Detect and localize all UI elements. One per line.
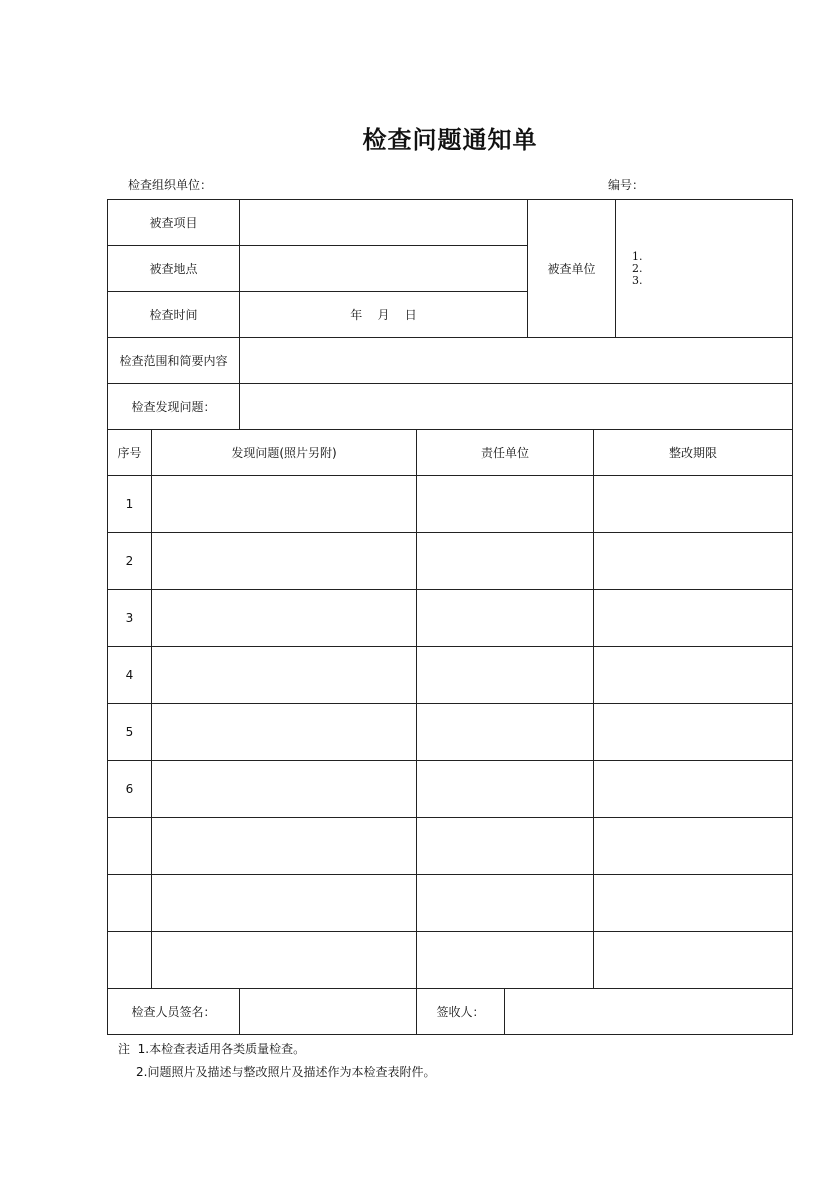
responsible-cell[interactable] [416,874,594,932]
problem-cell[interactable] [151,532,417,590]
time-field[interactable]: 年 月 日 [239,291,528,338]
unit-list[interactable] [615,199,793,338]
problem-cell[interactable] [151,589,417,647]
deadline-cell[interactable] [593,589,793,647]
org-label: 检查组织单位： [128,178,213,192]
row-index: 1 [107,475,152,533]
row-index: 2 [107,532,152,590]
page-title: 检查问题通知单 [362,126,538,154]
project-label: 被查项目 [107,199,240,246]
note-2: 2.问题照片及描述与整改照片及描述作为本检查表附件。 [136,1065,436,1079]
deadline-cell[interactable] [593,475,793,533]
responsible-cell[interactable] [416,532,594,590]
deadline-cell[interactable] [593,760,793,818]
row-index [107,931,152,989]
inspector-label: 检查人员签名： [107,988,240,1035]
header-deadline: 整改期限 [593,429,793,476]
deadline-cell[interactable] [593,703,793,761]
inspector-field[interactable] [239,988,417,1035]
header-problem: 发现问题(照片另附) [151,429,417,476]
deadline-cell[interactable] [593,931,793,989]
header-index: 序号 [107,429,152,476]
unit-item: 2. [632,261,643,275]
unit-item: 1. [632,249,643,263]
location-field[interactable] [239,245,528,292]
number-label: 编号： [608,178,645,192]
row-index [107,874,152,932]
row-index: 5 [107,703,152,761]
scope-field[interactable] [239,337,793,384]
row-index: 6 [107,760,152,818]
header-responsible: 责任单位 [416,429,594,476]
row-index: 3 [107,589,152,647]
receiver-field[interactable] [504,988,793,1035]
deadline-cell[interactable] [593,532,793,590]
deadline-cell[interactable] [593,817,793,875]
responsible-cell[interactable] [416,475,594,533]
problem-cell[interactable] [151,931,417,989]
location-label: 被查地点 [107,245,240,292]
time-label: 检查时间 [107,291,240,338]
issues-field[interactable] [239,383,793,430]
note-1: 注 1.本检查表适用各类质量检查。 [118,1042,306,1056]
problem-cell[interactable] [151,760,417,818]
row-index [107,817,152,875]
problem-cell[interactable] [151,703,417,761]
responsible-cell[interactable] [416,703,594,761]
problem-cell[interactable] [151,475,417,533]
scope-label: 检查范围和简要内容 [107,337,240,384]
responsible-cell[interactable] [416,646,594,704]
deadline-cell[interactable] [593,646,793,704]
problem-cell[interactable] [151,817,417,875]
receiver-label: 签收人： [416,988,505,1035]
problem-cell[interactable] [151,874,417,932]
issues-label: 检查发现问题： [107,383,240,430]
unit-item: 3. [632,273,643,287]
responsible-cell[interactable] [416,589,594,647]
row-index: 4 [107,646,152,704]
problem-cell[interactable] [151,646,417,704]
deadline-cell[interactable] [593,874,793,932]
unit-label: 被查单位 [527,199,616,338]
responsible-cell[interactable] [416,760,594,818]
responsible-cell[interactable] [416,817,594,875]
responsible-cell[interactable] [416,931,594,989]
project-field[interactable] [239,199,528,246]
